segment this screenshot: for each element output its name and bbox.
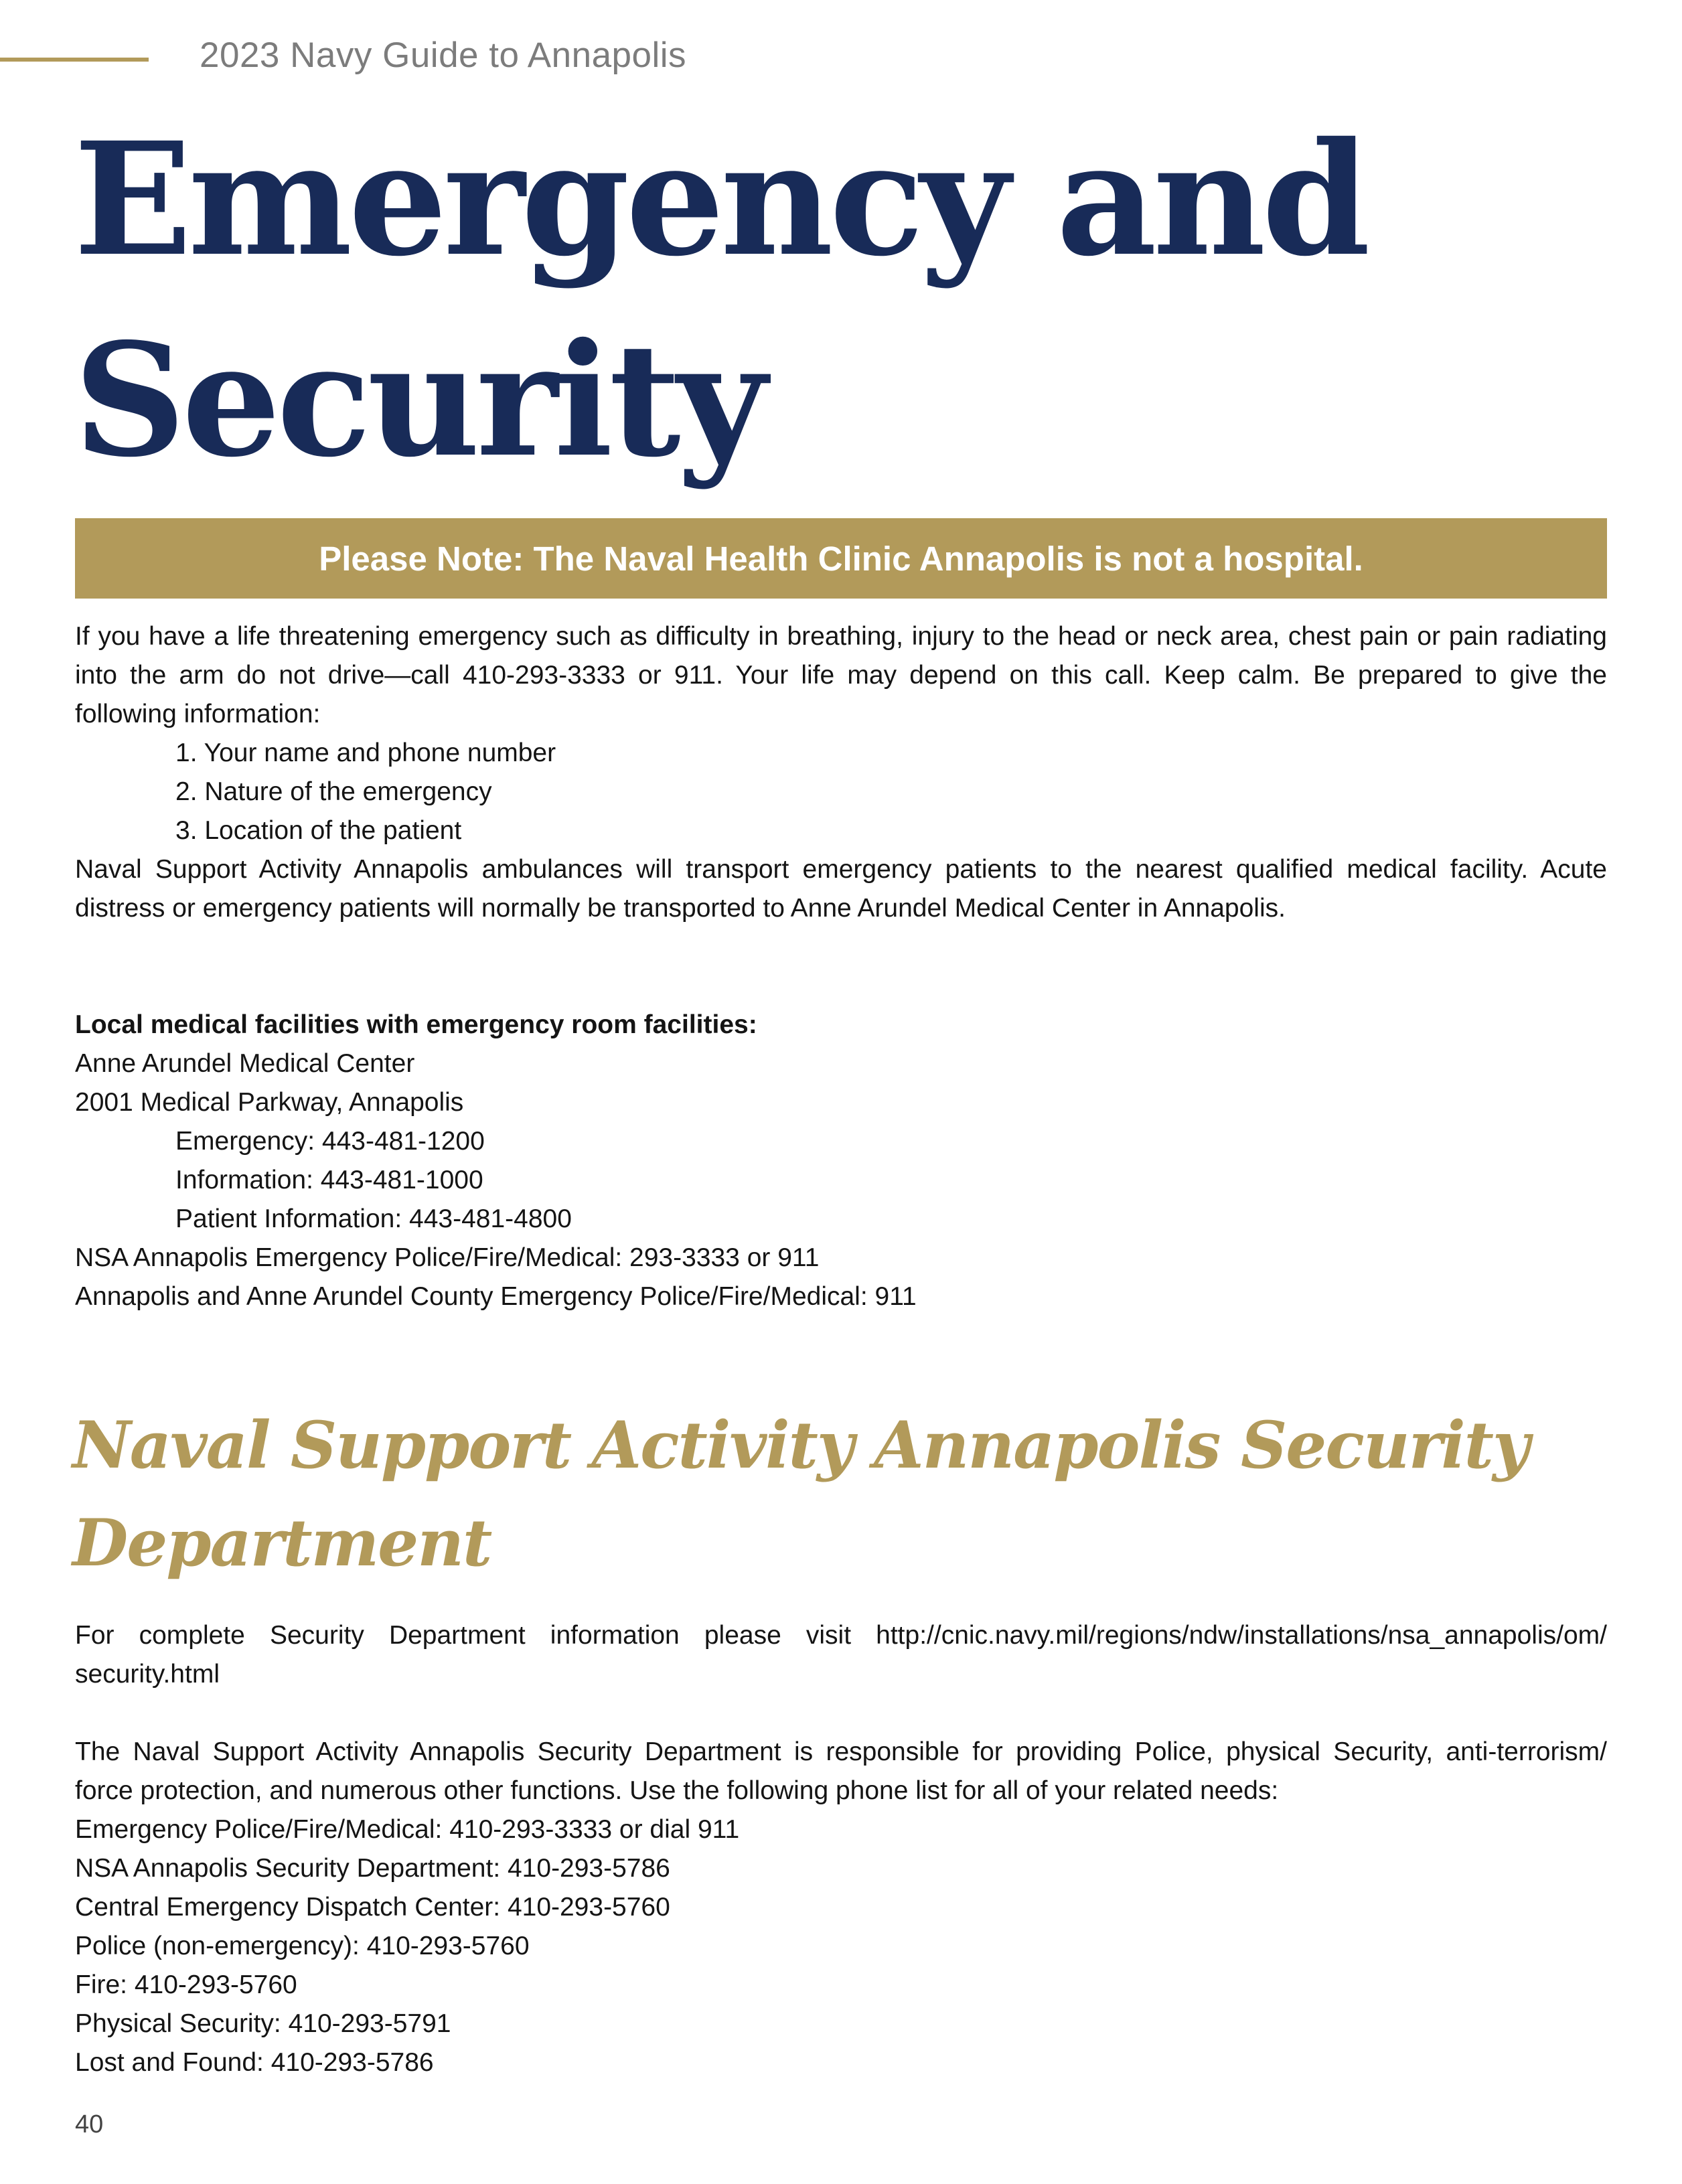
- facility-name: Anne Arundel Medical Center: [75, 1049, 415, 1078]
- security-phone-line: Lost and Found: 410-293-5786: [75, 2048, 434, 2077]
- transport-line: distress or emergency patients will normally be transported to Anne Arundel Medical Center in Annapolis.: [75, 894, 1286, 923]
- intro-line: If you have a life threatening emergency such as difficulty in breathing, injury to the head or neck area, chest pain or pain radiating: [75, 622, 1607, 651]
- page-title: [74, 99, 1614, 501]
- security-phone-line: NSA Annapolis Security Department: 410-293-5786: [75, 1854, 670, 1883]
- security-description: [75, 1733, 1607, 2082]
- intro-line: following information:: [75, 700, 321, 728]
- security-phone-line: Central Emergency Dispatch Center: 410-293-5760: [75, 1893, 670, 1922]
- facility-phone: Emergency: 443-481-1200: [175, 1127, 485, 1156]
- security-section-heading: [72, 1397, 1612, 1592]
- page-title-line-2: Security: [74, 309, 763, 491]
- security-phone-line: Police (non-emergency): 410-293-5760: [75, 1932, 530, 1960]
- running-title: 2023 Navy Guide to Annapolis: [200, 35, 687, 75]
- security-phone-line: Emergency Police/Fire/Medical: 410-293-3333 or dial 911: [75, 1815, 740, 1844]
- transport-line: Naval Support Activity Annapolis ambulances will transport emergency patients to the nearest qualified medical facility. Acute: [75, 855, 1607, 884]
- intro-line: into the arm do not drive—call 410-293-3333 or 911. Your life may depend on this call. Keep calm. Be prepared to give the: [75, 661, 1607, 690]
- facility-phone: Information: 443-481-1000: [175, 1166, 483, 1194]
- security-phone-line: Fire: 410-293-5760: [75, 1970, 297, 1999]
- page-title-line-1: Emergency and: [74, 108, 1367, 291]
- security-visit-line: security.html: [75, 1660, 220, 1689]
- page-number: 40: [75, 2110, 104, 2138]
- security-heading-line-2: Department: [72, 1505, 491, 1581]
- emergency-step: 1. Your name and phone number: [175, 738, 556, 767]
- security-description-line: The Naval Support Activity Annapolis Security Department is responsible for providing Police, physical Security, anti-terrorism/: [75, 1737, 1607, 1766]
- emergency-step: 2. Nature of the emergency: [175, 777, 492, 806]
- security-description-line: force protection, and numerous other functions. Use the following phone list for all of your related needs:: [75, 1776, 1279, 1805]
- facilities-heading: Local medical facilities with emergency room facilities:: [75, 1010, 757, 1039]
- note-banner: Please Note: The Naval Health Clinic Annapolis is not a hospital.: [75, 518, 1607, 599]
- security-visit-info: [75, 1616, 1607, 1694]
- emergency-contact-line: NSA Annapolis Emergency Police/Fire/Medical: 293-3333 or 911: [75, 1243, 820, 1272]
- emergency-intro: [75, 617, 1607, 928]
- facility-address: 2001 Medical Parkway, Annapolis: [75, 1088, 464, 1117]
- emergency-step: 3. Location of the patient: [175, 816, 462, 845]
- security-phone-line: Physical Security: 410-293-5791: [75, 2009, 451, 2038]
- header-rule: [0, 58, 149, 62]
- security-visit-line: For complete Security Department information please visit http://cnic.navy.mil/regions/ndw/installations/nsa_annapolis/om/: [75, 1621, 1607, 1650]
- emergency-contact-line: Annapolis and Anne Arundel County Emergency Police/Fire/Medical: 911: [75, 1282, 917, 1311]
- facility-phone: Patient Information: 443-481-4800: [175, 1204, 572, 1233]
- security-heading-line-1: Naval Support Activity Annapolis Security: [72, 1407, 1529, 1483]
- facilities-block: [75, 1006, 1607, 1316]
